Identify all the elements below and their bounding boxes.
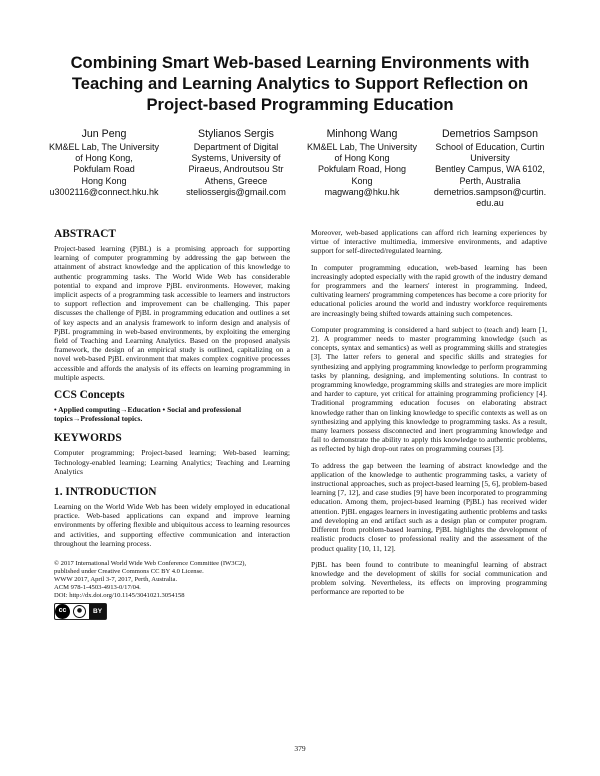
footnote-doi: DOI: http://dx.doi.org/10.1145/3041021.3054158 bbox=[54, 592, 185, 600]
abstract-heading: ABSTRACT bbox=[54, 228, 117, 240]
author-affiliation-line: Kong bbox=[351, 175, 373, 186]
author-4 bbox=[428, 128, 552, 209]
introduction-heading: 1. INTRODUCTION bbox=[54, 486, 157, 499]
author-email: u3002116@connect.hku.hk bbox=[49, 186, 159, 197]
author-3 bbox=[300, 128, 424, 198]
paper-title: Combining Smart Web-based Learning Environments with Teaching and Learning Analytics to Support Reflection on Project-based Programming Education bbox=[70, 53, 530, 114]
author-email: magwang@hku.hk bbox=[324, 186, 400, 197]
footnote-line: ACM 978-1-4503-4913-0/17/04. bbox=[54, 584, 141, 592]
author-affiliation-line: University bbox=[470, 153, 510, 164]
page-number: 379 bbox=[294, 744, 306, 753]
body-paragraph: PjBL has been found to contribute to meaningful learning of abstract knowledge and the development of skills for social communication and problem solving. Nevertheless, its effects on improving programming performance are reported to be bbox=[311, 559, 547, 597]
footnote-line: © 2017 International World Wide Web Conference Committee (IW3C2), bbox=[54, 560, 247, 568]
author-name: Stylianos Sergis bbox=[198, 128, 274, 140]
keywords-text: Computer programming; Project-based learning; Web-based learning; Technology-enabled learning; Learning Analytics; Teaching and Learning Analytics bbox=[54, 448, 290, 476]
right-column bbox=[311, 228, 547, 604]
footnote-line: WWW 2017, April 3-7, 2017, Perth, Australia. bbox=[54, 576, 178, 584]
author-affiliation-line: School of Education, Curtin bbox=[435, 142, 545, 152]
body-paragraph: Computer programming is considered a hard subject to (teach and) learn [1, 2]. A programmer needs to master programming knowledge (such as concepts, syntax and semantics) as well as programming skills and strategies [3]. The latter refers to general and specific skills and strategies for synthesizing and applying programming knowledge to perform programming tasks by planning, designing, and implementing solutions. In contrast to programming knowledge, programming skills and strategies are more implicit and harder to capture, yet critical for attaining programming proficiency [4]. Traditional programming education focuses on elaborating abstract knowledge rather than on linking knowledge to specific contexts as well as on synthesizing and applying this knowledge to programming tasks. As a result, many learners possess disconnected and inert programming knowledge and fail to demonstrate the ability to apply this knowledge to authentic problems, as reflected by high drop-out rates on programming courses [3]. bbox=[311, 324, 547, 454]
author-affiliation-line: of Hong Kong bbox=[334, 153, 390, 164]
author-affiliation-line: Athens, Greece bbox=[204, 175, 268, 186]
ccs-heading: CCS Concepts bbox=[54, 389, 125, 402]
introduction-text: Learning on the World Wide Web has been widely employed in educational practice. Web-based applications can expand and improve learning environments by offering flexible and ubiquitous access to learning resources and activities, and supporting effective communication and interaction throughout the learning process. bbox=[54, 502, 290, 548]
author-1 bbox=[42, 128, 166, 198]
author-affiliation-line: Bentley Campus, WA 6102, bbox=[435, 164, 545, 175]
author-affiliation-line: Pokfulam Road bbox=[73, 164, 135, 175]
author-affiliation-line: Department of Digital bbox=[193, 142, 279, 152]
attribution-person-icon: ● bbox=[73, 605, 86, 618]
footnote-line: published under Creative Commons CC BY 4.0 License. bbox=[54, 568, 204, 576]
cc-by-label: BY bbox=[89, 604, 106, 619]
author-block bbox=[48, 128, 568, 210]
author-email: edu.au bbox=[476, 198, 504, 209]
author-email: steliossergis@gmail.com bbox=[186, 186, 286, 197]
creative-commons-icon: cc bbox=[55, 604, 70, 619]
left-column bbox=[54, 228, 290, 620]
author-affiliation-line: Systems, University of bbox=[191, 153, 281, 164]
author-affiliation-line: KM&EL Lab, The University bbox=[48, 142, 160, 152]
abstract-text: Project-based learning (PjBL) is a promising approach for supporting learning of computer programming by addressing the gap between the attainment of abstract knowledge and the application of this knowledge to authentic programming tasks. The World Wide Web has considerable potential to expand and improve PjBL environments. However, making implicit aspects of a programming task accessible to learners and instructors to support reflection and improvement can be challenging. This paper discusses the challenge of PjBL in programming education and outlines a set of key aspects and an analysis framework to inform design and analysis of PjBL programming in web-based environments, by exploiting the emerging field of Teaching and Learning Analytics. Based on the proposed analysis framework, the design of an empirical study is outlined, capitalizing on a novel web-based PjBL environment that makes complex cognitive processes accessible and affords the analysis of its effects on learning programming in multiple aspects. bbox=[54, 244, 290, 382]
author-name: Minhong Wang bbox=[326, 128, 398, 140]
author-affiliation-line: KM&EL Lab, The University bbox=[306, 142, 418, 152]
author-name: Demetrios Sampson bbox=[442, 128, 538, 140]
author-name: Jun Peng bbox=[81, 128, 127, 140]
author-affiliation-line: Perth, Australia bbox=[459, 175, 521, 186]
author-affiliation-line: Piraeus, Androutsou Str bbox=[188, 164, 284, 175]
keywords-heading: KEYWORDS bbox=[54, 432, 122, 445]
body-paragraph: To address the gap between the learning of abstract knowledge and the application of the knowledge to authentic programming tasks, a variety of instructional approaches, such as project-based learning [5, 6], problem-based learning [7, 12], and case studies [9] have been incorporated to programming education. Among them, project-based learning (PjBL) has received wider attention. PjBL engages learners in investigating authentic problems and tasks and developing an end artifact such as a design plan or computer program. Different from problem-based learning, PjBL highlights the development of realistic products closer to professional reality and the assessment of the product quality [10, 11, 12]. bbox=[311, 460, 547, 553]
copyright-footnote bbox=[54, 560, 290, 619]
author-affiliation-line: Pokfulam Road, Hong bbox=[317, 164, 407, 175]
author-email: demetrios.sampson@curtin. bbox=[433, 186, 547, 197]
author-affiliation-line: of Hong Kong, bbox=[75, 153, 133, 164]
body-paragraph: In computer programming education, web-based learning has been increasingly adopted especially with the rapid growth of the industry demand for programmers and the learners' interest in programming. Indeed, cultivating learners' programming competences has become a core priority for educational policies around the world and industry workforce requirements are increasingly being shifted towards attaining such competences. bbox=[311, 262, 547, 318]
ccs-text: • Applied computing→Education • Social and professional topics→Professional topics. bbox=[54, 405, 242, 424]
author-2 bbox=[174, 128, 298, 198]
author-affiliation-line: Hong Kong bbox=[81, 175, 127, 186]
body-paragraph: Moreover, web-based applications can afford rich learning experiences by virtue of interactive multimedia, immersive environments, and adaptive support for self-directed/regulated learning. bbox=[311, 228, 547, 256]
cc-by-license-badge bbox=[54, 603, 107, 620]
